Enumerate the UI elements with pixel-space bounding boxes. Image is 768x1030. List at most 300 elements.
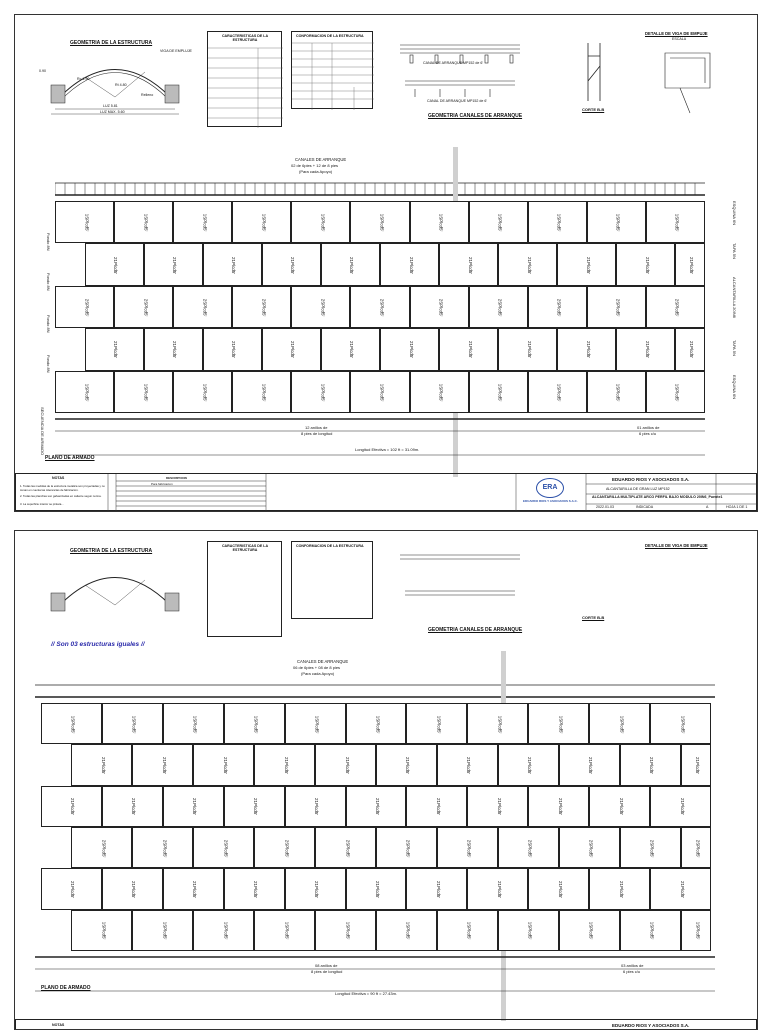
plate-label: 2SPlcd5' [261,298,267,317]
plate-label: 2SPlcd5' [649,839,655,857]
plate-label: 2SPlcd5' [405,839,411,857]
plate-panel [254,744,315,785]
plate-panel [675,328,705,370]
plate-panel [350,201,409,243]
panel-grid-sheet-1 [55,201,705,413]
plate-label: 21Plcd5' [405,756,411,775]
plate-panel [376,744,437,785]
plate-label: 21Plcd5' [527,756,533,775]
plate-label: 21Plcd5' [349,341,355,359]
plate-panel [646,286,705,328]
plate-panel [346,786,407,827]
canales-sub1: 02 de 6pies + 12 de 8 pies [291,163,339,168]
plate-panel [285,786,346,827]
plate-panel [650,786,711,827]
canales-sub2-2: (Para cada Apoyo) [301,671,335,676]
top-rail-2 [35,677,725,705]
plate-label: 2SPlcd5' [588,839,594,857]
plate-panel [193,827,254,868]
plate-panel [587,286,646,328]
plate-label: 2SPlcd5' [320,298,326,317]
plate-label: 2SPlcd5' [379,298,385,317]
plate-panel [102,786,163,827]
plate-label: 2SPlcd5' [142,298,148,317]
height-label: 0.90 [39,69,46,73]
plate-panel [144,328,203,370]
plate-label: 21Plcd5' [557,798,563,816]
channel-label-2: CANAL DE ARRANQUE MP152 de 6' [427,99,488,103]
plate-panel [498,243,557,285]
anillos2-label-2: 03 anillos de [621,963,644,968]
plate-label: 1SPlcd5' [405,922,411,940]
plate-panel [132,910,193,951]
plate-label: 1SPlcd5' [253,715,259,733]
plate-label: 1SPlcd5' [162,922,168,940]
plate-label: 1SPlcd5' [83,383,89,402]
plate-label: 21Plcd5' [585,256,591,274]
plate-panel [528,201,587,243]
plate-label: 21Plcd5' [585,341,591,359]
plate-panel [646,201,705,243]
plate-panel [410,286,469,328]
plate-label: 1SPlcd5' [497,715,503,733]
plate-panel [193,910,254,951]
plate-panel [173,201,232,243]
canales-sub1-2: 06 de 6pies + 08 de 8 pies [293,665,341,670]
rev-title: DESCRIPCION [166,476,187,480]
plate-panel [41,703,102,744]
plate-panel [437,744,498,785]
note-3: 3. La superficie interior se pintara... [20,502,64,506]
revision: A [706,505,709,509]
plate-panel [559,827,620,868]
caracteristicas-table-2 [207,541,282,637]
plate-panel [232,286,291,328]
plate-panel [589,868,650,909]
plate-label: 21Plcd5' [435,880,441,899]
company-name-2: EDUARDO RIOS Y ASOCIADOS S.A. [612,1023,690,1028]
plate-panel [410,371,469,413]
drawing-sheet-2 [14,530,758,1030]
caracteristicas-table [207,31,282,127]
plate-panel [315,910,376,951]
plate-label: 1SPlcd5' [556,383,562,402]
plate-label: 21Plcd5' [588,756,594,775]
plate-label: 21Plcd5' [172,341,178,359]
plate-label: 21Plcd5' [466,756,472,775]
plate-label: 1SPlcd5' [131,715,137,733]
plate-panel [498,827,559,868]
conformacion-table [291,31,373,109]
right-label-4: TAPA 5N [732,340,737,356]
plate-label: 21Plcd5' [222,756,228,775]
panel-grid-sheet-2 [41,703,711,951]
plate-label: 2SPlcd5' [223,839,229,857]
plate-label: 21Plcd5' [644,256,650,274]
plate-panel [291,201,350,243]
channel-label-1: CANAL DE ARRANQUE MP152 de 6' [423,61,484,65]
logo-sub: EDUARDO RIOS Y ASOCIADOS S.A.C. [523,499,578,503]
geometry-title: GEOMETRIA DE LA ESTRUCTURA [70,40,153,46]
plate-label: 1SPlcd5' [202,383,208,402]
right-label-5: ESQUINA 6N [732,375,737,400]
plate-label: 21Plcd5' [618,880,624,899]
plate-panel [439,243,498,285]
plate-label: 21Plcd5' [344,756,350,775]
plate-label: 1SPlcd5' [556,213,562,232]
corte-drawing [580,41,610,103]
plate-label: 21Plcd5' [375,798,381,816]
geometry-title-2: GEOMETRIA DE LA ESTRUCTURA [70,548,153,554]
plano-title: PLANO DE ARMADO [45,455,95,461]
plate-label: 21Plcd5' [349,256,355,274]
plate-label: 21Plcd5' [649,756,655,775]
plate-panel [144,243,203,285]
plate-label: 21Plcd5' [408,341,414,359]
plate-label: 1SPlcd5' [142,213,148,232]
plate-panel [85,243,144,285]
plate-label: 1SPlcd5' [379,213,385,232]
anillos-sub: 8 pies de longitud [301,431,333,436]
plate-panel [528,786,589,827]
plate-panel [321,243,380,285]
plate-label: 1SPlcd5' [83,213,89,232]
canales-label-2: CANALES DE ARRANQUE [297,659,349,664]
plate-panel [587,201,646,243]
plate-label: 2SPlcd5' [615,298,621,317]
plate-label: 1SPlcd5' [615,383,621,402]
plate-label: 2SPlcd5' [202,298,208,317]
plate-panel [469,286,528,328]
caract-title: CARACTERISTICAS DE LA ESTRUCTURA [221,34,269,42]
structures-note: // Son 03 estructuras iguales // [51,641,145,648]
plate-label: 21Plcd5' [679,798,685,816]
plate-label: 21Plcd5' [679,880,685,899]
plate-panel [102,868,163,909]
plate-panel [254,827,315,868]
plate-label: 21Plcd5' [231,256,237,274]
plate-panel [285,868,346,909]
plate-panel [498,910,559,951]
plate-panel [528,371,587,413]
caract-grid [208,44,283,128]
plate-label: 2SPlcd5' [83,298,89,317]
plate-label: 1SPlcd5' [223,922,229,940]
plate-label: 21Plcd5' [192,798,198,816]
plate-panel [380,243,439,285]
plate-panel [55,371,114,413]
plate-label: 21Plcd5' [192,880,198,899]
plate-panel [285,703,346,744]
conform-title-2: CONFORMACION DE LA ESTRUCTURA [296,544,364,548]
plate-panel [439,328,498,370]
plate-label: 21Plcd5' [113,341,119,359]
plate-panel [346,703,407,744]
plate-label: 21Plcd5' [131,880,137,899]
plate-panel [173,286,232,328]
project-name: ALCANTARILLA DE GRAN LUZ MP152 [606,487,670,491]
plate-panel [291,286,350,328]
plate-label: 2SPlcd5' [527,839,533,857]
plate-label: 21Plcd5' [496,880,502,899]
plate-panel [528,703,589,744]
channel-geometry-drawing-2 [395,543,525,623]
plate-label: 1SPlcd5' [558,715,564,733]
plate-label: 1SPlcd5' [320,213,326,232]
plate-label: 21Plcd5' [375,880,381,899]
plate-label: 1SPlcd5' [320,383,326,402]
plate-label: 21Plcd5' [689,341,695,359]
plate-panel [315,744,376,785]
plate-panel [203,328,262,370]
plate-panel [102,703,163,744]
anillos2-sub-2: 6 pies c/u [623,969,641,974]
plate-label: 21Plcd5' [172,256,178,274]
plate-panel [406,868,467,909]
left-label-3: Fondo 8N [46,315,51,333]
plate-label: 1SPlcd5' [679,715,685,733]
plate-panel [291,371,350,413]
longitud-label-2: Longitud Efectiva = 90 ft = 27.43m. [335,991,398,996]
plate-label: 1SPlcd5' [674,213,680,232]
corte-label: CORTE B-B [582,107,605,112]
plate-label: 1SPlcd5' [618,715,624,733]
plate-label: 21Plcd5' [314,798,320,816]
plate-panel [232,371,291,413]
plate-label: 1SPlcd5' [202,213,208,232]
plate-label: 21Plcd5' [689,256,695,274]
relleno-label: Relleno [141,93,154,97]
right-label-1: ESQUINA 6N [732,201,737,226]
plate-label: 21Plcd5' [557,880,563,899]
anillos-label: 12 anillos de [305,425,328,430]
plate-panel [498,328,557,370]
plate-label: 2SPlcd5' [497,298,503,317]
plate-panel [224,868,285,909]
plate-panel [321,328,380,370]
plate-panel [589,786,650,827]
plate-label: 2SPlcd5' [438,298,444,317]
plate-panel [114,201,173,243]
plate-label: 21Plcd5' [70,880,76,899]
plate-panel [681,910,711,951]
plate-panel [650,868,711,909]
plate-label: 1SPlcd5' [438,383,444,402]
plate-label: 21Plcd5' [131,798,137,816]
conformacion-table-2 [291,541,373,619]
plate-label: 1SPlcd5' [497,383,503,402]
plate-label: 21Plcd5' [694,756,700,775]
plate-label: 2SPlcd5' [162,839,168,857]
viga-label: VIGA DE EMPLUJE [160,49,192,53]
plate-label: 1SPlcd5' [674,383,680,402]
arch-geometry-drawing-2 [45,555,185,625]
plate-label: 2SPlcd5' [466,839,472,857]
plate-label: 1SPlcd5' [314,715,320,733]
plate-panel [646,371,705,413]
plate-panel [114,371,173,413]
bottom-rail [55,413,715,463]
caract-title-2: CARACTERISTICAS DE LA ESTRUCTURA [221,544,269,552]
plate-panel [616,328,675,370]
plate-panel [350,371,409,413]
plate-label: 2SPlcd5' [556,298,562,317]
notes-title: NOTAS [52,476,65,480]
left-label-5: SECUENCIA DE ARMADO [40,407,45,456]
date: 2022.01.03 [596,505,614,509]
plate-panel [587,371,646,413]
plane-title: ALCANTARILLA MULTIPLATE ARCO PERFIL BAJO MODULO 20IN6_Puente1 [592,495,723,499]
plate-panel [163,868,224,909]
plate-label: 21Plcd5' [253,798,259,816]
note-1: 1. Todas las medidas de la estructura metalica son proyectadas y no toman en cuenta las tolerancias de fabricacion. [20,484,105,492]
plate-panel [262,328,321,370]
plate-panel [681,744,711,785]
plate-panel [650,703,711,744]
plate-panel [498,744,559,785]
plate-panel [114,286,173,328]
plate-panel [85,328,144,370]
corte-label-2: CORTE B-B [582,615,605,620]
plate-label: 1SPlcd5' [261,383,267,402]
plate-label: 2SPlcd5' [101,839,107,857]
detalle-scale: ESCALA [672,37,687,41]
plate-label: 21Plcd5' [435,798,441,816]
plate-panel [163,703,224,744]
plate-panel [254,910,315,951]
plate-panel [469,371,528,413]
plate-panel [173,371,232,413]
plate-label: 1SPlcd5' [695,922,701,940]
plate-label: 21Plcd5' [408,256,414,274]
plate-panel [557,243,616,285]
plate-panel [467,703,528,744]
plate-panel [203,243,262,285]
conform-title: CONFORMACION DE LA ESTRUCTURA [296,34,364,38]
plate-panel [616,243,675,285]
plate-panel [467,786,528,827]
plate-panel [376,827,437,868]
detalle-drawing [650,43,730,118]
plate-label: 1SPlcd5' [101,922,107,940]
plate-label: 21Plcd5' [253,880,259,899]
plate-label: 21Plcd5' [526,341,532,359]
plate-label: 21Plcd5' [290,341,296,359]
plate-label: 21Plcd5' [314,880,320,899]
rt-label: Rt 4.80 [115,83,127,87]
company-logo: ERA [536,478,564,498]
plate-label: 1SPlcd5' [142,383,148,402]
plate-label: 21Plcd5' [100,756,106,775]
plate-label: 2SPlcd5' [695,839,701,857]
plate-panel [620,827,681,868]
plate-panel [41,786,102,827]
plate-panel [589,703,650,744]
plate-label: 21Plcd5' [290,256,296,274]
plate-panel [132,744,193,785]
plate-panel [406,786,467,827]
plate-label: 2SPlcd5' [344,839,350,857]
plate-label: 2SPlcd5' [283,839,289,857]
plate-panel [55,201,114,243]
plate-panel [437,827,498,868]
longitud-label: Longitud Efectiva = 102 ft = 31.09m. [355,447,420,452]
plate-label: 1SPlcd5' [527,922,533,940]
rc-label: Rc 1.90 [77,77,90,81]
plate-label: 1SPlcd5' [436,715,442,733]
plate-panel [132,827,193,868]
sheet-number: HOJA 1 DE 1 [726,505,748,509]
plate-label: 21Plcd5' [113,256,119,274]
plate-label: 21Plcd5' [467,256,473,274]
plate-label: 21Plcd5' [161,756,167,775]
plate-panel [376,910,437,951]
plate-panel [559,744,620,785]
plate-label: 1SPlcd5' [344,922,350,940]
plate-panel [437,910,498,951]
plate-label: 2SPlcd5' [674,298,680,317]
title-block [15,473,757,511]
canales-sub2: (Para cada Apoyo) [299,169,333,174]
company-name: EDUARDO RIOS Y ASOCIADOS S.A. [612,477,690,482]
plate-label: 1SPlcd5' [283,922,289,940]
detalle-title-2: DETALLE DE VIGA DE EMPUJE [645,543,708,548]
plate-panel [681,827,711,868]
plate-label: 21Plcd5' [496,798,502,816]
plate-label: 21Plcd5' [231,341,237,359]
plate-panel [315,827,376,868]
plate-label: 1SPlcd5' [438,213,444,232]
title-block-2 [15,1019,757,1029]
plate-panel [224,786,285,827]
plate-panel [380,328,439,370]
scale: INDICADA [636,505,654,509]
plate-panel [71,910,132,951]
plate-panel [232,201,291,243]
plate-panel [620,744,681,785]
conform-grid [292,41,374,110]
plate-label: 1SPlcd5' [466,922,472,940]
left-label-4: Fondo 8N [46,355,51,373]
plate-label: 1SPlcd5' [261,213,267,232]
left-label-2: Fondo 8N [46,273,51,291]
rev-row: Para fabricacion [151,482,173,486]
plate-label: 1SPlcd5' [497,213,503,232]
plate-panel [528,868,589,909]
plate-label: 21Plcd5' [618,798,624,816]
detalle-title: DETALLE DE VIGA DE EMPUJE [645,31,708,36]
plate-panel [262,243,321,285]
canales-label: CANALES DE ARRANQUE [295,157,347,162]
plate-label: 1SPlcd5' [375,715,381,733]
plate-label: 21Plcd5' [467,341,473,359]
anillos2-label: 01 anillos de [637,425,660,430]
right-label-3: ALCANTARILLA 20IN6 [732,277,737,318]
plate-panel [71,827,132,868]
plate-label: 21Plcd5' [283,756,289,775]
plate-panel [224,703,285,744]
right-label-2: TAPA 5N [732,243,737,259]
luz-label: LUZ 5.81 [103,104,118,108]
plate-panel [559,910,620,951]
plate-label: 21Plcd5' [644,341,650,359]
anillos-label-2: 08 anillos de [315,963,338,968]
plate-label: 1SPlcd5' [649,922,655,940]
anillos2-sub: 6 pies c/u [639,431,657,436]
plate-panel [620,910,681,951]
plate-panel [410,201,469,243]
plate-panel [163,786,224,827]
